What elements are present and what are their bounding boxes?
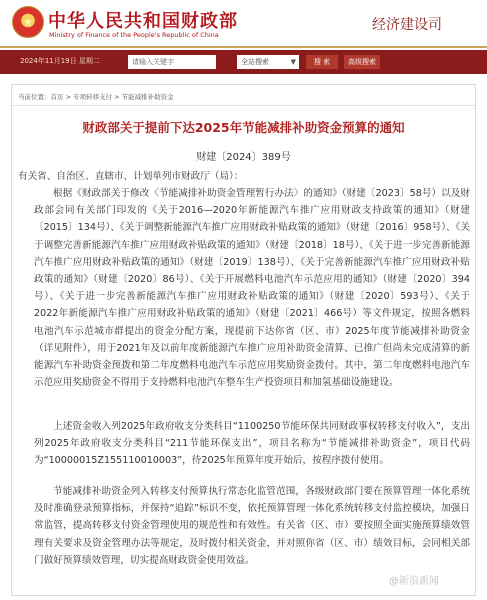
search-button[interactable]: 搜 索 (306, 55, 338, 69)
search-scope-value: 全站搜索 (241, 58, 269, 66)
current-date: 2024年11月19日 星期二 (20, 57, 100, 65)
article-panel (11, 84, 476, 596)
document-paragraph: 根据《财政部关于修改〈节能减排补助资金管理暂行办法〉的通知》（财建〔2023〕58号）以及财政部会同有关部门印发的《关于2016—2020年新能源汽车推广应用财政支持政策的通知》（财建〔2015〕134号）、《关于调整新能源汽车推广应用财政补贴政策的通知》（财建〔2016〕958号）、《关于调整完善新能源汽车推广应用财政补贴政策的通知》（财建〔2018〕18号）、《关于进一步完善新能源汽车推广应用财政补贴政策的通知》（财建〔2019〕138号）、《关于完善新能源汽车推广应用财政补贴政策的通知》（财建〔2020〕86号）、《关于开展燃料电池汽车示范应用的通知》（财建〔2020〕394号）、《关于进一步完善新能源汽车推广应用财政补贴政策的通知》（财建〔2020〕593号）、《关于2022年新能源汽车推广应用财政补贴政策的通知》（财建〔2021〕466号）等文件规定，按照各燃料电池汽车示范城市群提出的资金分配方案，现提前下达你省（区、市）2025年度节能减排补助资金（详见附件），用于2021年及以前年度新能源汽车推广应用补助资金清算、已推广但尚未完成清算的新能源汽车补助资金预拨和第二年度燃料电池汽车示范应用奖励资金拨付。其中，第二年度燃料电池汽车示范应用奖励资金不得用于支持燃料电池汽车整车生产投资项目和加氢基础设施建设。 (34, 188, 470, 389)
search-input[interactable]: 请输入关键字 (128, 55, 216, 69)
document-title: 财政部关于提前下达2025年节能减排补助资金预算的通知 (82, 120, 405, 135)
site-header (0, 0, 487, 48)
advanced-search-button[interactable]: 高级搜索 (344, 55, 380, 69)
star-icon: ★ (22, 15, 34, 29)
national-emblem-icon (12, 6, 44, 38)
document-paragraph: 上述资金收入列2025年政府收支分类科目“1100250节能环保共同财政事权转移支付收入”，支出列2025年政府收支分类科目“211节能环保支出”，项目名称为“节能减排补助资金”，项目代码为“10000015Z155110010003”，待2025年预算年度开始后，按程序拨付使用。 (34, 421, 470, 467)
source-watermark: @新浪新闻 (389, 576, 439, 587)
header-divider (0, 46, 487, 48)
breadcrumb[interactable]: 当前位置：首页 > 专项转移支付 > 节能减排补助资金 (18, 93, 174, 101)
document-paragraph: 节能减排补助资金列入转移支付预算执行常态化监管范围，各级财政部门要在预算管理一体化系统及时准确登录预算指标，并保持“追踪”标识不变，依托预算管理一体化系统转移支付监控模块，加强日常监管，提高转移支付资金管理使用的规范性和有效性。有关省（区、市）要按照全面实施预算绩效管理有关要求及资金管理办法等规定，及时拨付相关资金，并对照你省（区、市）绩效目标，会同相关部门做好预算绩效管理，切实提高财政资金使用效益。 (34, 486, 470, 566)
document-number: 财建〔2024〕389号 (196, 152, 291, 163)
breadcrumb-divider (12, 105, 475, 106)
site-subtitle: Ministry of Finance of the People's Republic of China (49, 31, 219, 39)
document-addressee: 有关省、自治区、直辖市、计划单列市财政厅（局）： (18, 171, 244, 182)
toolbar (0, 50, 487, 74)
search-scope-select[interactable] (237, 55, 299, 69)
section-name[interactable]: 经济建设司 (372, 17, 442, 33)
site-title[interactable]: 中华人民共和国财政部 (48, 11, 238, 32)
chevron-down-icon: ▼ (290, 58, 296, 66)
